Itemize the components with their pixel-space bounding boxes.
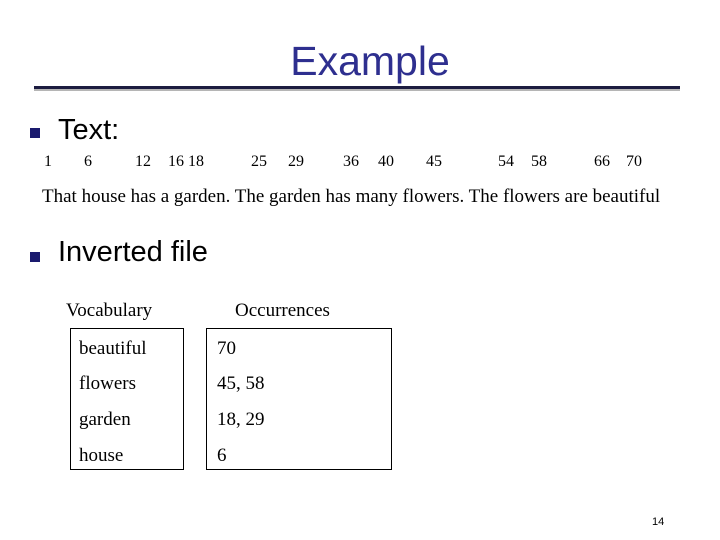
position-number: 45 <box>426 153 442 170</box>
position-number: 36 <box>343 153 359 170</box>
position-number: 25 <box>251 153 267 170</box>
occurrence-positions: 6 <box>217 445 227 466</box>
position-number: 29 <box>288 153 304 170</box>
slide-title: Example <box>290 38 450 84</box>
vocabulary-term: flowers <box>79 373 136 394</box>
position-number: 54 <box>498 153 514 170</box>
bullet-square-icon <box>30 128 40 138</box>
position-number: 66 <box>594 153 610 170</box>
bullet-square-icon <box>30 252 40 262</box>
position-number: 12 <box>135 153 151 170</box>
occurrences-table <box>206 328 392 470</box>
vocabulary-term: house <box>79 445 124 466</box>
position-number: 58 <box>531 153 547 170</box>
position-number: 1 <box>44 153 52 170</box>
inverted-file-heading: Inverted file <box>58 236 208 268</box>
position-number: 70 <box>626 153 642 170</box>
occurrence-positions: 18, 29 <box>217 409 265 430</box>
vocabulary-column-header: Vocabulary <box>66 300 153 321</box>
vocabulary-table <box>70 328 184 470</box>
position-number: 6 <box>84 153 92 170</box>
position-number: 40 <box>378 153 394 170</box>
position-number: 16 18 <box>168 153 204 170</box>
occurrences-column-header: Occurrences <box>235 300 330 321</box>
occurrence-positions: 45, 58 <box>217 373 265 394</box>
title-divider-shadow <box>34 89 680 91</box>
page-number: 14 <box>652 516 665 528</box>
vocabulary-term: beautiful <box>79 338 147 359</box>
example-sentence: That house has a garden. The garden has many flowers. The flowers are beautiful <box>42 186 661 207</box>
text-heading: Text: <box>58 114 120 146</box>
occurrence-positions: 70 <box>217 338 236 359</box>
vocabulary-term: garden <box>79 409 131 430</box>
